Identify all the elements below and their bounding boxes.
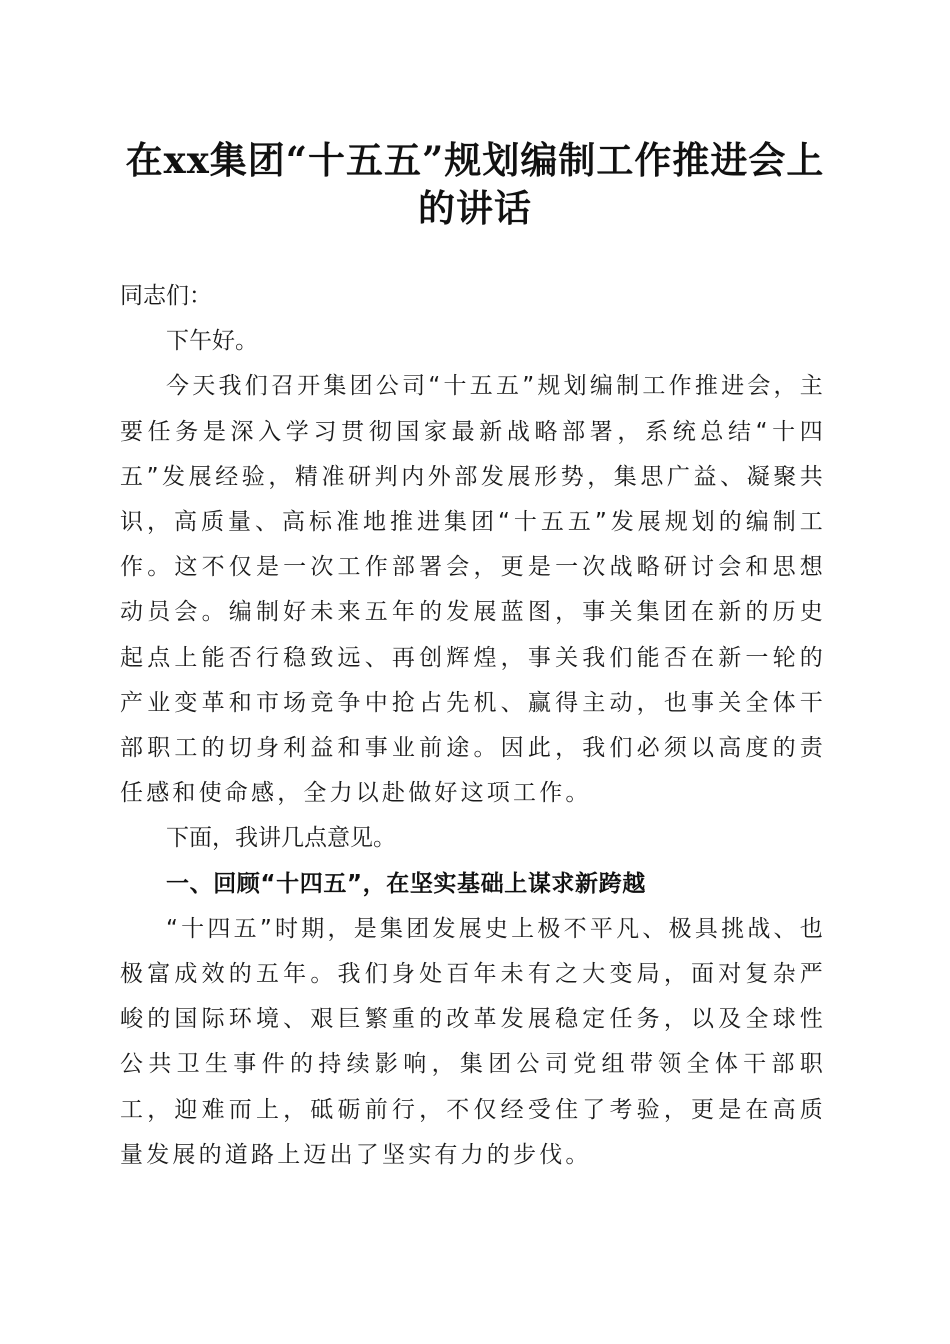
document-body [120, 274, 826, 1178]
title-line-1: 在xx集团“十五五”规划编制工作推进会上 [125, 138, 825, 182]
salutation: 同志们： [120, 283, 212, 309]
paragraph-review: “十四五”时期，是集团发展史上极不平凡、极具挑战、也极富成效的五年。我们身处百年未有之大变局，面对复杂严峻的国际环境、艰巨繁重的改革发展稳定任务，以及全球性公共卫生事件的持续影响，集团公司党组带领全体干部职工，迎难而上，砥砺前行，不仅经受住了考验，更是在高质量发展的道路上迈出了坚实有力的步伐。 [120, 915, 826, 1168]
section-heading-1: 一、回顾“十四五”，在坚实基础上谋求新跨越 [166, 870, 646, 897]
transition-sentence: 下面，我讲几点意见。 [166, 825, 396, 852]
greeting: 下午好。 [166, 328, 258, 355]
title-line-2: 的讲话 [418, 186, 532, 230]
document-title [100, 136, 850, 232]
paragraph-opening: 今天我们召开集团公司“十五五”规划编制工作推进会，主要任务是深入学习贯彻国家最新战略部署，系统总结“十四五”发展经验，精准研判内外部发展形势，集思广益、凝聚共识，高质量、高标准地推进集团“十五五”发展规划的编制工作。这不仅是一次工作部署会，更是一次战略研讨会和思想动员会。编制好未来五年的发展蓝图，事关集团在新的历史起点上能否行稳致远、再创辉煌，事关我们能否在新一轮的产业变革和市场竞争中抢占先机、赢得主动，也事关全体干部职工的切身利益和事业前途。因此，我们必须以高度的责任感和使命感，全力以赴做好这项工作。 [120, 373, 826, 807]
